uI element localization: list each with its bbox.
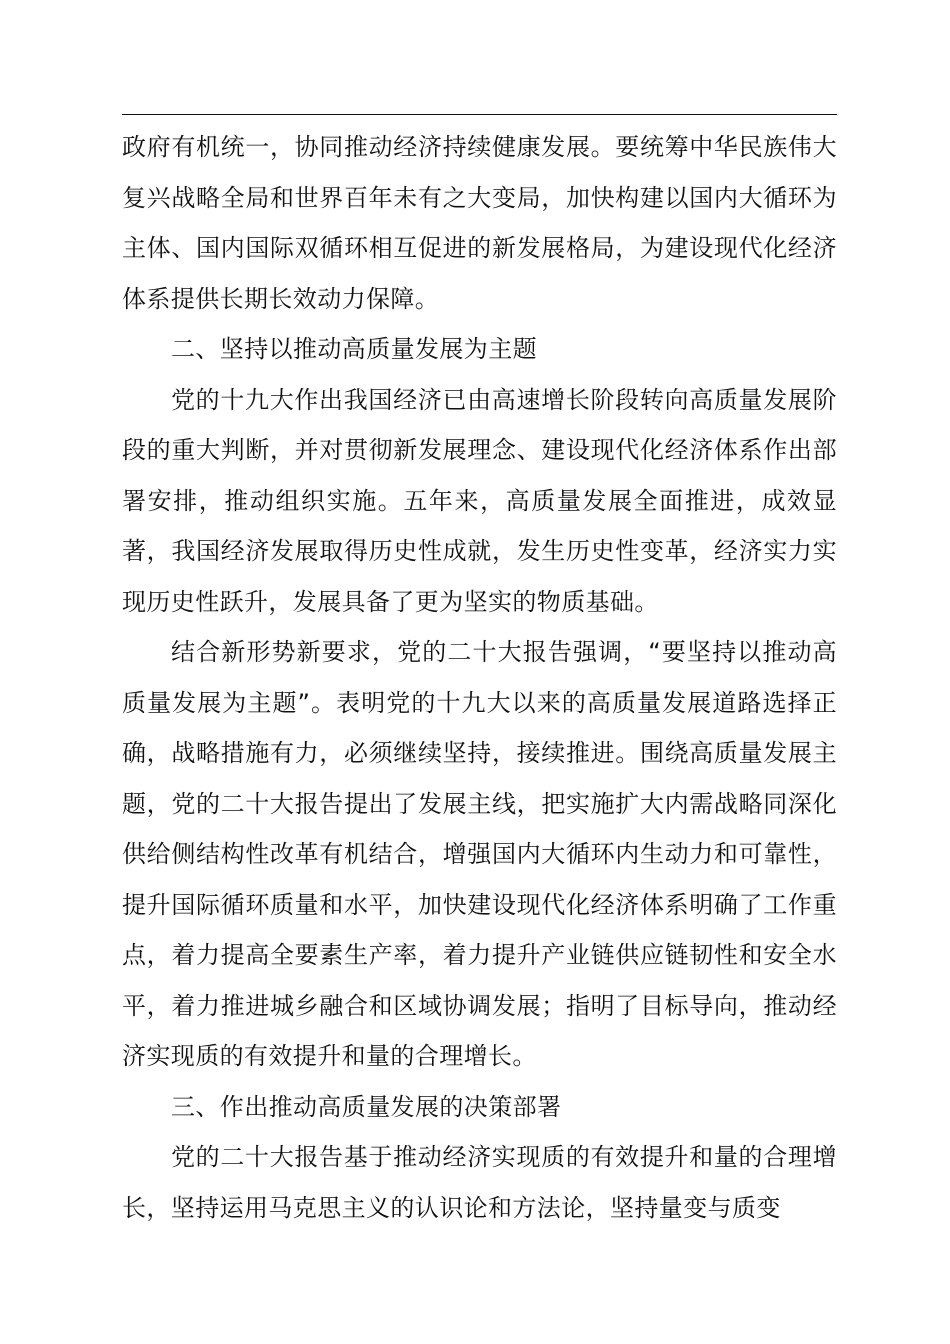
body-text [122, 122, 837, 1233]
paragraph-continuation: 政府有机统一，协同推动经济持续健康发展。要统筹中华民族伟大复兴战略全局和世界百年未有之大变局，加快构建以国内大循环为主体、国内国际双循环相互促进的新发展格局，为建设现代化经济体系提供长期长效动力保障。 [122, 133, 837, 313]
section-heading-3: 三、作出推动高质量发展的决策部署 [171, 1092, 562, 1121]
paragraph: 党的十九大作出我国经济已由高速增长阶段转向高质量发展阶段的重大判断，并对贯彻新发展理念、建设现代化经济体系作出部署安排，推动组织实施。五年来，高质量发展全面推进，成效显著，我国经济发展取得历史性成就，发生历史性变革，经济实力实现历史性跃升，发展具备了更为坚实的物质基础。 [122, 385, 837, 616]
paragraph: 结合新形势新要求，党的二十大报告强调，“要坚持以推动高质量发展为主题”。表明党的十九大以来的高质量发展道路选择正确，战略措施有力，必须继续坚持，接续推进。围绕高质量发展主题，党的二十大报告提出了发展主线，把实施扩大内需战略同深化供给侧结构性改革有机结合，增强国内大循环内生动力和可靠性，提升国际循环质量和水平，加快建设现代化经济体系明确了工作重点，着力提高全要素生产率，着力提升产业链供应链韧性和安全水平，着力推进城乡融合和区域协调发展；指明了目标导向，推动经济实现质的有效提升和量的合理增长。 [122, 638, 837, 1070]
section-heading-2: 二、坚持以推动高质量发展为主题 [171, 335, 537, 363]
paragraph: 党的二十大报告基于推动经济实现质的有效提升和量的合理增长，坚持运用马克思主义的认识论和方法论，坚持量变与质变 [122, 1143, 837, 1222]
header-rule [122, 114, 837, 115]
